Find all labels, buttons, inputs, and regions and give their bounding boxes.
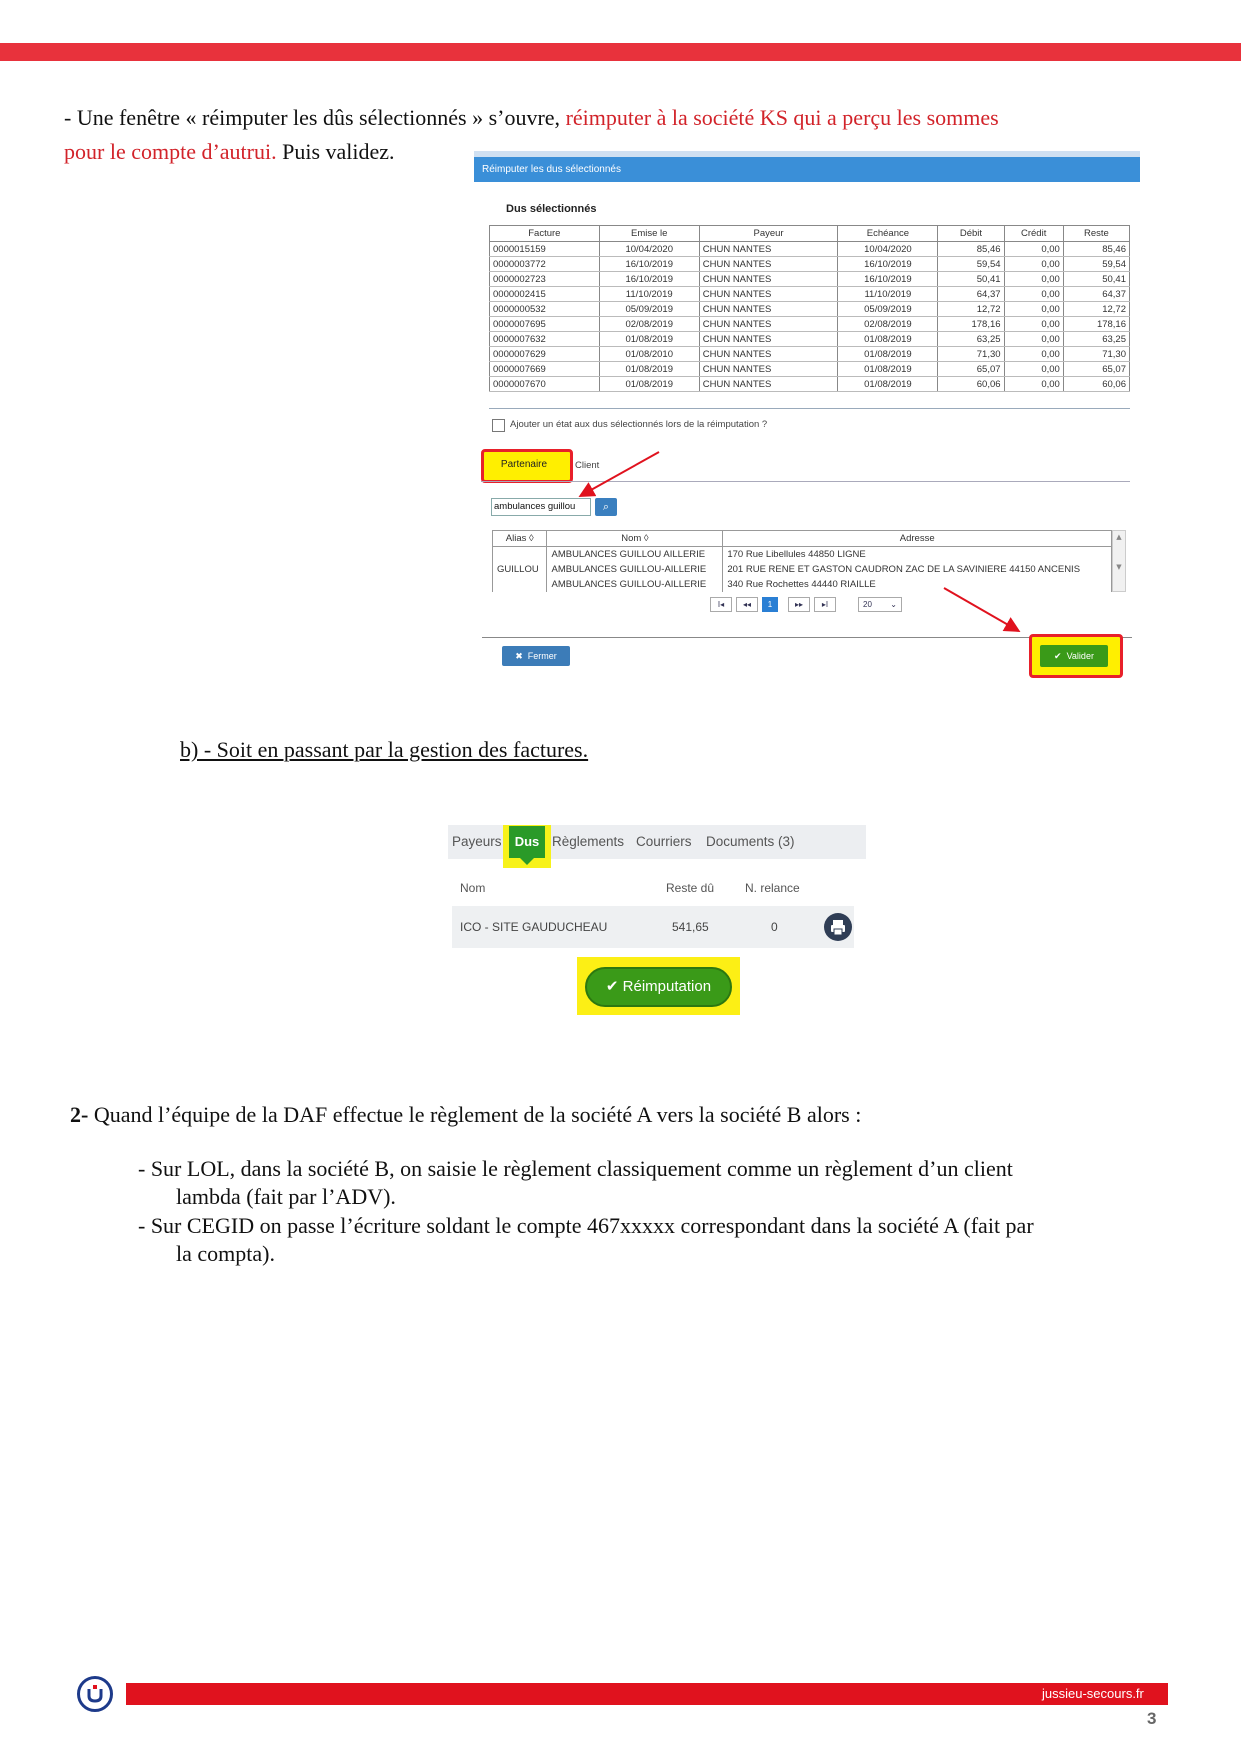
table-cell: 0000015159 <box>490 242 600 257</box>
table-cell: 0000003772 <box>490 257 600 272</box>
table-cell: 11/10/2019 <box>599 287 699 302</box>
tab-partenaire[interactable]: Partenaire <box>487 454 561 476</box>
table-cell: 0000007695 <box>490 317 600 332</box>
table-cell: CHUN NANTES <box>699 377 838 392</box>
table-cell: 01/08/2019 <box>838 347 938 362</box>
close-icon: ✖ <box>515 651 523 661</box>
bullet-lol: - Sur LOL, dans la société B, on saisie le règlement classiquement comme un règlement d’un client lambda (fait par l’ADV). <box>138 1156 1013 1209</box>
search-icon: ⌕ <box>602 500 610 513</box>
table-cell: 50,41 <box>938 272 1004 287</box>
table-cell: 16/10/2019 <box>599 257 699 272</box>
tab-courriers[interactable]: Courriers <box>636 834 692 849</box>
bullet-cegid: - Sur CEGID on passe l’écriture soldant le compte 467xxxxx correspondant dans la société A (fait par la compta). <box>138 1213 1034 1266</box>
table-cell: 64,37 <box>1063 287 1129 302</box>
table-cell: 16/10/2019 <box>838 257 938 272</box>
table-cell: AMBULANCES GUILLOU-AILLERIE <box>547 562 723 577</box>
table-cell: 16/10/2019 <box>838 272 938 287</box>
pager-button[interactable]: ▸▸ <box>788 597 810 612</box>
table-cell: CHUN NANTES <box>699 362 838 377</box>
chevron-down-icon: ⌄ <box>890 600 897 609</box>
tab-client[interactable]: Client <box>575 460 600 471</box>
dues-col-header[interactable]: Echéance <box>838 226 938 242</box>
table-cell: 0000000532 <box>490 302 600 317</box>
table-cell: 0000007632 <box>490 332 600 347</box>
table-cell: 0,00 <box>1004 347 1063 362</box>
table-cell: 0,00 <box>1004 302 1063 317</box>
pager-button[interactable]: ◂◂ <box>736 597 758 612</box>
table-cell: 12,72 <box>1063 302 1129 317</box>
table-cell: 65,07 <box>1063 362 1129 377</box>
table-cell: AMBULANCES GUILLOU-AILLERIE <box>547 577 723 592</box>
table-cell: 05/09/2019 <box>838 302 938 317</box>
partner-col-header[interactable]: Nom ◊ <box>547 531 723 547</box>
intro-line-2: pour le compte d’autrui. Puis validez. <box>64 139 395 164</box>
tab-documents[interactable]: Documents (3) <box>706 834 795 849</box>
tab-dus[interactable]: Dus <box>509 826 545 858</box>
table-cell: 170 Rue Libellules 44850 LIGNE <box>723 547 1112 563</box>
table-cell: 01/08/2019 <box>838 362 938 377</box>
table-cell: 64,37 <box>938 287 1004 302</box>
table-cell: 50,41 <box>1063 272 1129 287</box>
dues-col-header[interactable]: Emise le <box>599 226 699 242</box>
table-cell: 01/08/2010 <box>599 347 699 362</box>
table-cell: 01/08/2019 <box>599 332 699 347</box>
table-cell: 0,00 <box>1004 272 1063 287</box>
reimputation-button[interactable]: ✔ Réimputation <box>585 967 732 1007</box>
table-cell: 340 Rue Rochettes 44440 RIAILLE <box>723 577 1112 592</box>
table-cell: 85,46 <box>938 242 1004 257</box>
section-title: Dus sélectionnés <box>506 203 597 215</box>
table-cell: 0,00 <box>1004 362 1063 377</box>
table-cell: 12,72 <box>938 302 1004 317</box>
table-cell: 01/08/2019 <box>599 362 699 377</box>
partner-scrollbar[interactable]: ▲ ▼ <box>1112 530 1126 592</box>
printer-icon <box>824 913 852 941</box>
table-cell: CHUN NANTES <box>699 242 838 257</box>
table-cell: 02/08/2019 <box>838 317 938 332</box>
pager-button[interactable]: 1 <box>762 597 778 612</box>
tab-dus-pointer <box>520 858 534 865</box>
row-relance: 0 <box>771 920 778 934</box>
tab-payeurs[interactable]: Payeurs <box>452 834 502 849</box>
table-cell: 0,00 <box>1004 377 1063 392</box>
reimputer-dialog-screenshot <box>474 151 1140 691</box>
table-cell: CHUN NANTES <box>699 257 838 272</box>
table-cell: 60,06 <box>1063 377 1129 392</box>
arrow-to-search <box>582 452 659 495</box>
dialog-title: Réimputer les dus sélectionnés <box>474 157 1140 182</box>
table-cell: 0000002723 <box>490 272 600 287</box>
table-cell: GUILLOU <box>493 562 547 577</box>
table-cell: 0,00 <box>1004 287 1063 302</box>
table-cell: 63,25 <box>938 332 1004 347</box>
partner-search-input[interactable]: ambulances guillou <box>491 498 591 516</box>
tab-reglements[interactable]: Règlements <box>552 834 625 849</box>
table-cell: 59,54 <box>938 257 1004 272</box>
table-cell: CHUN NANTES <box>699 317 838 332</box>
footer-bar <box>126 1683 1168 1705</box>
table-cell: 65,07 <box>938 362 1004 377</box>
check-icon: ✔ <box>605 978 619 995</box>
dues-col-header[interactable]: Crédit <box>1004 226 1063 242</box>
section-b-title: b) - Soit en passant par la gestion des factures. <box>180 737 589 762</box>
partner-col-header[interactable]: Adresse <box>723 531 1112 547</box>
table-cell: 01/08/2019 <box>599 377 699 392</box>
table-cell: CHUN NANTES <box>699 272 838 287</box>
annotation-arrows <box>474 151 1140 691</box>
table-cell: 0000002415 <box>490 287 600 302</box>
table-cell: 71,30 <box>1063 347 1129 362</box>
table-cell: 63,25 <box>1063 332 1129 347</box>
table-cell: 02/08/2019 <box>599 317 699 332</box>
table-cell: 10/04/2020 <box>838 242 938 257</box>
table-cell: 59,54 <box>1063 257 1129 272</box>
logo-icon <box>77 1676 113 1712</box>
pager-button[interactable]: I◂ <box>710 597 732 612</box>
print-button[interactable] <box>824 913 852 941</box>
table-cell: 0,00 <box>1004 257 1063 272</box>
table-cell: 178,16 <box>938 317 1004 332</box>
partner-col-header[interactable]: Alias ◊ <box>493 531 547 547</box>
page-size-select[interactable]: 20 ⌄ <box>858 597 902 612</box>
table-cell: 01/08/2019 <box>838 377 938 392</box>
check-icon: ✔ <box>1054 651 1062 661</box>
table-cell: 201 RUE RENE ET GASTON CAUDRON ZAC DE LA SAVINIERE 44150 ANCENIS <box>723 562 1112 577</box>
table-cell: AMBULANCES GUILLOU AILLERIE <box>547 547 723 563</box>
dues-col-header[interactable]: Facture <box>490 226 600 242</box>
pager-button[interactable]: ▸I <box>814 597 836 612</box>
table-cell: 10/04/2020 <box>599 242 699 257</box>
table-cell: 0000007670 <box>490 377 600 392</box>
table-cell: CHUN NANTES <box>699 302 838 317</box>
table-cell: 0,00 <box>1004 332 1063 347</box>
dues-col-header[interactable]: Payeur <box>699 226 838 242</box>
table-cell: 0000007629 <box>490 347 600 362</box>
table-cell: 178,16 <box>1063 317 1129 332</box>
table-cell: CHUN NANTES <box>699 332 838 347</box>
footer-url[interactable]: jussieu-secours.fr <box>1042 1686 1144 1701</box>
dues-col-header[interactable]: Débit <box>938 226 1004 242</box>
arrow-to-valider <box>944 588 1017 630</box>
table-cell: 01/08/2019 <box>838 332 938 347</box>
point-2: 2- Quand l’équipe de la DAF effectue le règlement de la société A vers la société B alors : <box>70 1102 862 1127</box>
col-relance: N. relance <box>745 881 800 895</box>
col-reste: Reste dû <box>666 881 715 895</box>
table-cell: 05/09/2019 <box>599 302 699 317</box>
fermer-button[interactable]: ✖ Fermer <box>502 646 570 666</box>
table-cell: CHUN NANTES <box>699 347 838 362</box>
valider-button[interactable]: ✔ Valider <box>1040 645 1108 667</box>
table-cell: 0,00 <box>1004 317 1063 332</box>
col-nom: Nom <box>460 881 486 895</box>
row-nom: ICO - SITE GAUDUCHEAU <box>460 920 608 934</box>
table-cell: 85,46 <box>1063 242 1129 257</box>
row-reste: 541,65 <box>672 920 709 934</box>
top-red-bar <box>0 43 1241 61</box>
table-cell: 71,30 <box>938 347 1004 362</box>
table-cell: 0000007669 <box>490 362 600 377</box>
table-cell: 60,06 <box>938 377 1004 392</box>
table-cell: 11/10/2019 <box>838 287 938 302</box>
checkbox-label: Ajouter un état aux dus sélectionnés lors de la réimputation ? <box>510 419 768 430</box>
dues-col-header[interactable]: Reste <box>1063 226 1129 242</box>
page-number: 3 <box>1147 1709 1157 1728</box>
table-cell: CHUN NANTES <box>699 287 838 302</box>
intro-line-1: - Une fenêtre « réimputer les dûs sélectionnés » s’ouvre, réimputer à la société KS qui a perçu les sommes <box>64 105 999 130</box>
table-cell: 16/10/2019 <box>599 272 699 287</box>
table-cell: 0,00 <box>1004 242 1063 257</box>
